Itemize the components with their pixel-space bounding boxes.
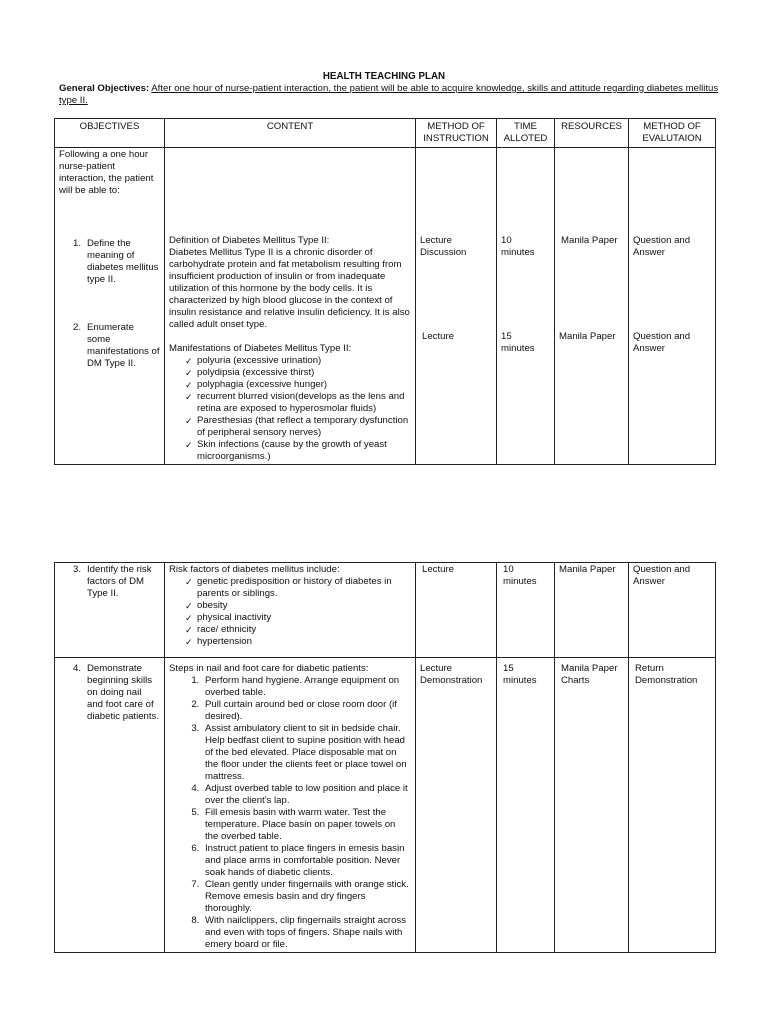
list-item: ✓ Paresthesias (that reflect a temporary dysfunction of peripheral sensory nerves) [185, 415, 411, 439]
objective-text: Demonstrate beginning skills on doing nail and foot care of diabetic patients. [87, 663, 159, 722]
evaluation-cell [629, 563, 716, 658]
objective-1 [59, 238, 160, 286]
list-item: ✓ polyphagia (excessive hunger) [185, 379, 411, 391]
objective-text: Enumerate some manifestations of DM Type II. [87, 322, 160, 369]
table-row [55, 148, 716, 465]
objective-3 [59, 564, 160, 600]
table-row [55, 563, 716, 658]
page-title: HEALTH TEACHING PLAN [322, 71, 446, 82]
objective-2 [59, 322, 160, 370]
resources-text: Manila Paper [559, 564, 616, 575]
content-title: Risk factors of diabetes mellitus include: [169, 564, 340, 575]
resources-cell [555, 658, 629, 953]
list-item: 6. Instruct patient to place fingers in emesis basin and place arms in comfortable position. Never soak hands of diabetic clients. [202, 843, 411, 879]
general-objectives [59, 83, 719, 107]
header-method-evaluation: METHOD OF EVALUTAION [629, 119, 716, 148]
content-text: Diabetes Mellitus Type II is a chronic disorder of carbohydrate protein and fat metabolism resulting from insufficient production of insulin or from inadequate utilization of this hormone by the body cells. It is characterized by high blood glucose in the context of insulin resistance and relative insulin deficiency. It is also called adult onset type. [169, 247, 410, 330]
content-cell [165, 148, 416, 465]
resources-cell [555, 148, 629, 465]
method-text: Lecture [422, 331, 454, 342]
evaluation-text: Question and Answer [633, 331, 691, 354]
evaluation-cell [629, 658, 716, 953]
objective-text: Define the meaning of diabetes mellitus type II. [87, 238, 159, 285]
method-text: Lecture Demonstration [420, 663, 483, 686]
content-cell [165, 563, 416, 658]
content-title: Definition of Diabetes Mellitus Type II: [169, 235, 330, 246]
teaching-plan-table-page2 [54, 562, 716, 953]
header-objectives: OBJECTIVES [55, 119, 165, 148]
list-item: 4. Adjust overbed table to low position and place it over the client's lap. [202, 783, 411, 807]
list-item: ✓ Skin infections (cause by the growth of yeast microorganisms.) [185, 439, 411, 463]
resources-text: Manila Paper [559, 331, 616, 342]
list-item: 2. Pull curtain around bed or close room door (if desired). [202, 699, 411, 723]
time-cell [497, 563, 555, 658]
time-text: 10 minutes [503, 564, 537, 587]
list-item: ✓ physical inactivity [185, 612, 411, 624]
objectives-cell [55, 148, 165, 465]
list-item: ✓ polydipsia (excessive thirst) [185, 367, 411, 379]
evaluation-text: Return Demonstration [635, 663, 698, 686]
evaluation-text: Question and Answer [633, 564, 691, 587]
objectives-cell [55, 658, 165, 953]
method-text: Lecture [422, 564, 454, 575]
list-item: 8. With nailclippers, clip fingernails straight across and even with tops of fingers. Shape nails with emery board or file. [202, 915, 411, 951]
table-row [55, 658, 716, 953]
teaching-plan-table-page1 [54, 118, 716, 465]
general-objectives-label: General Objectives: [59, 83, 150, 94]
manifestations-list [169, 355, 411, 463]
time-text: 15 minutes [503, 663, 537, 686]
objective-text: Identify the risk factors of DM Type II. [87, 564, 152, 599]
list-item: ✓ hypertension [185, 636, 411, 648]
method-cell [416, 563, 497, 658]
time-cell [497, 658, 555, 953]
risk-factors-list [169, 576, 411, 648]
content-title: Steps in nail and foot care for diabetic patients: [169, 663, 369, 674]
method-cell [416, 658, 497, 953]
header-method-instruction: METHOD OF INSTRUCTION [416, 119, 497, 148]
evaluation-text: Question and Answer [633, 235, 691, 258]
method-text: Lecture Discussion [420, 235, 467, 258]
objective-number: 4. [73, 663, 82, 674]
objectives-cell [55, 563, 165, 658]
time-text: 10 minutes [501, 235, 535, 258]
objective-number: 2. [73, 322, 82, 333]
header-content: CONTENT [165, 119, 416, 148]
resources-text: Manila Paper Charts [561, 663, 618, 686]
nail-care-steps [169, 675, 411, 951]
general-objectives-text: After one hour of nurse-patient interaction, the patient will be able to acquire knowledge, skills and attitude regarding diabetes mellitus type II. [59, 83, 719, 106]
table-header-row [55, 119, 716, 148]
time-text: 15 minutes [501, 331, 535, 354]
list-item: 5. Fill emesis basin with warm water. Test the temperature. Place basin on paper towels on the overbed table. [202, 807, 411, 843]
list-item: ✓ obesity [185, 600, 411, 612]
list-item: ✓ genetic predisposition or history of diabetes in parents or siblings. [185, 576, 411, 600]
method-cell [416, 148, 497, 465]
objective-4 [59, 663, 160, 723]
list-item: 3. Assist ambulatory client to sit in bedside chair. Help bedfast client to supine position with head of the bed elevated. Place disposable mat on the floor under the clients feet or place towel on mattress. [202, 723, 411, 783]
header-time-alloted: TIME ALLOTED [497, 119, 555, 148]
objective-number: 1. [73, 238, 82, 249]
list-item: 1. Perform hand hygiene. Arrange equipment on overbed table. [202, 675, 411, 699]
time-cell [497, 148, 555, 465]
content-cell [165, 658, 416, 953]
resources-text: Manila Paper [561, 235, 618, 246]
header-resources: RESOURCES [555, 119, 629, 148]
list-item: ✓ polyuria (excessive urination) [185, 355, 411, 367]
intro-text: Following a one hour nurse-patient interaction, the patient will be able to: [59, 149, 154, 196]
list-item: ✓ race/ ethnicity [185, 624, 411, 636]
content-title: Manifestations of Diabetes Mellitus Type II: [169, 343, 352, 354]
list-item: ✓ recurrent blurred vision(develops as the lens and retina are exposed to hyperosmolar fluids) [185, 391, 411, 415]
objective-number: 3. [73, 564, 82, 575]
resources-cell [555, 563, 629, 658]
list-item: 7. Clean gently under fingernails with orange stick. Remove emesis basin and dry fingers thoroughly. [202, 879, 411, 915]
evaluation-cell [629, 148, 716, 465]
